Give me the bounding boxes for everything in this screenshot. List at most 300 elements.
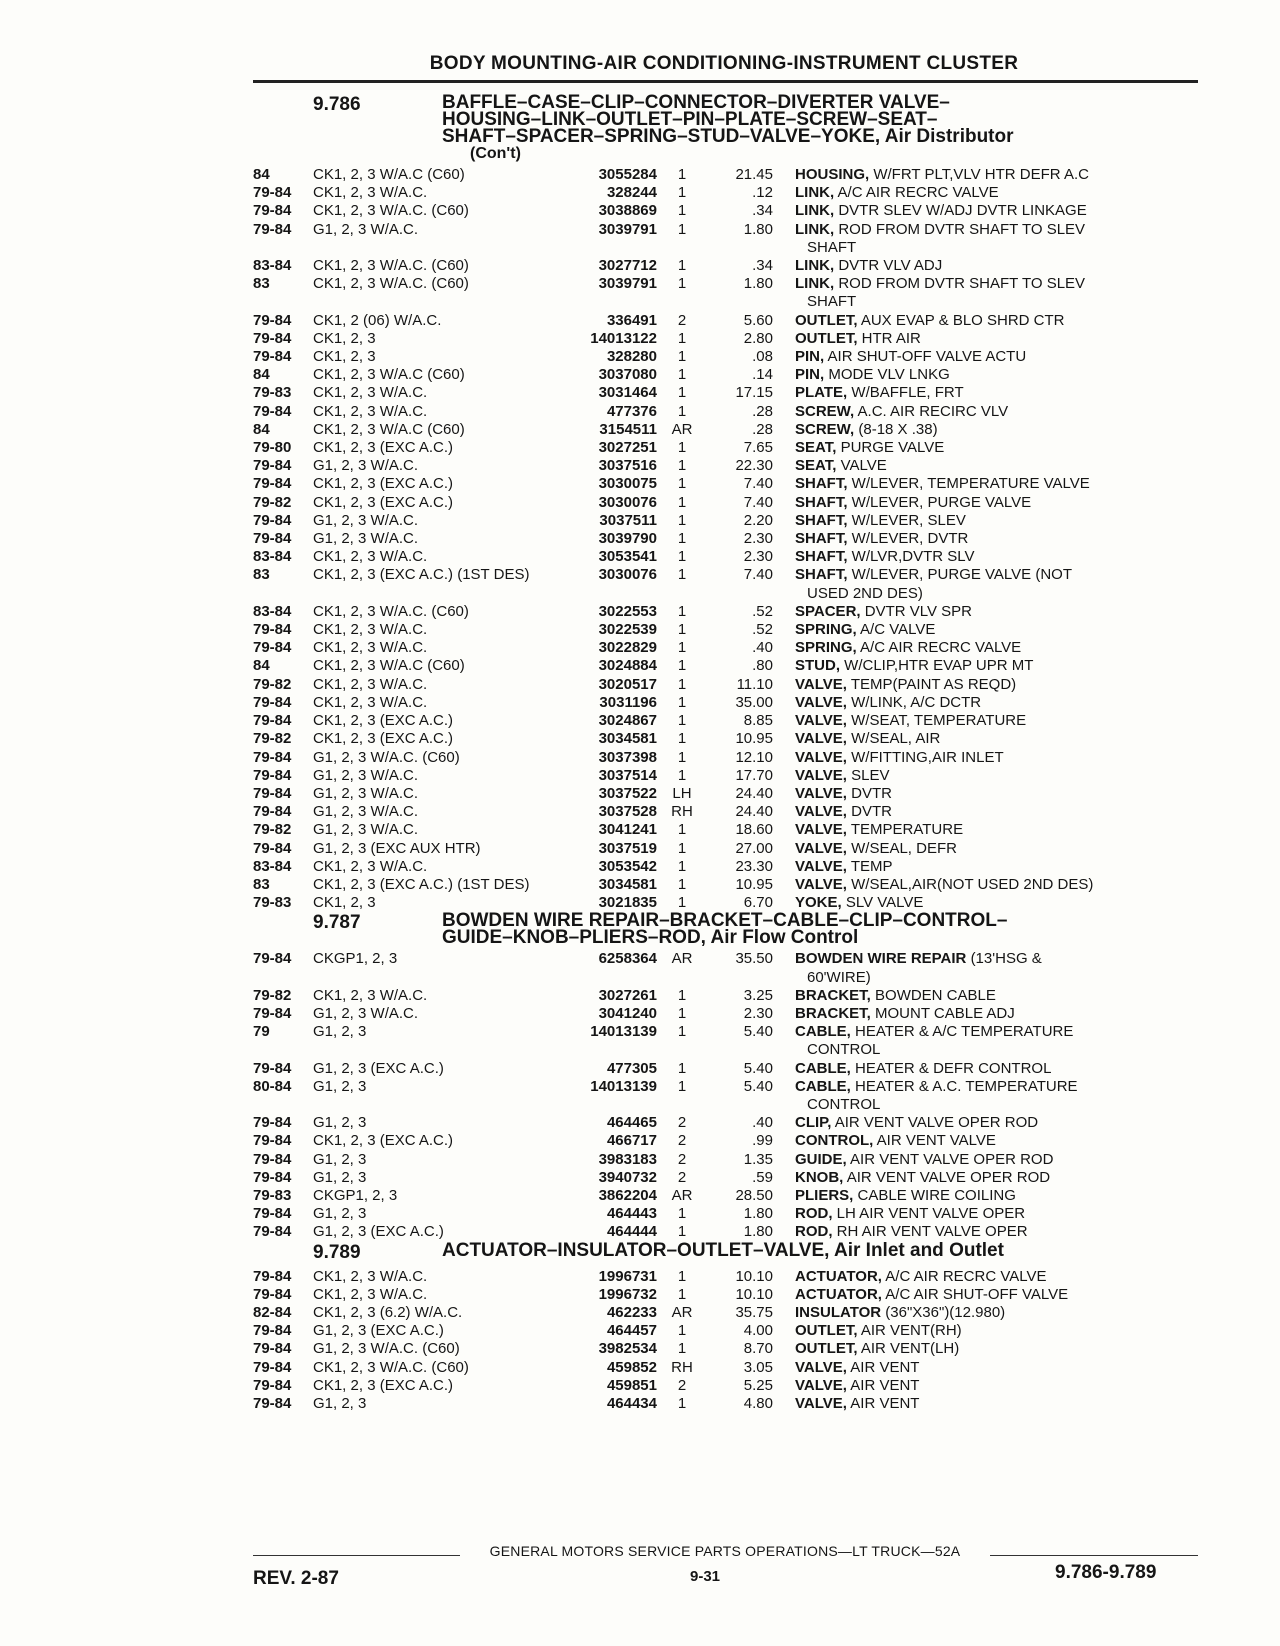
part-detail: W/FRT PLT,VLV HTR DEFR A.C [873,166,1089,183]
part-row [253,749,1198,767]
model-years: 79-83 [253,894,292,912]
part-description [773,950,1198,986]
price: 10.10 [735,1267,773,1285]
page-title: BODY MOUNTING-AIR CONDITIONING-INSTRUMENT CLUSTER [429,53,1019,74]
part-noun: SCREW, [795,402,855,420]
part-noun: KNOB, [795,1168,844,1186]
part-number: 3055284 [598,166,657,183]
price: .99 [752,1132,773,1150]
quantity: RH [671,803,693,821]
model-years: 83 [253,875,270,893]
part-description [773,184,1198,202]
part-noun: BOWDEN WIRE REPAIR [795,950,967,968]
part-number: 328244 [606,184,657,202]
part-detail: W/BAFFLE, FRT [851,384,964,402]
part-detail: DVTR VLV ADJ [838,257,943,275]
model-years: 79-84 [253,1340,292,1358]
price: 24.40 [735,803,773,821]
section-continuation: (Con't) [470,145,521,162]
part-number: 3030076 [598,566,657,584]
price: 1.80 [743,1223,773,1241]
part-description [773,876,1198,894]
price: 11.10 [736,675,773,693]
part-number: 3034581 [598,730,657,748]
part-detail-continued: SHAFT [807,238,857,256]
part-number: 1996732 [598,1285,657,1303]
part-noun: VALVE, [795,766,847,784]
price: 3.25 [743,986,773,1004]
part-row [253,950,1198,986]
part-detail: SLV VALVE [845,894,924,912]
part-description [773,803,1198,821]
section-title-line: HOUSING–LINK–OUTLET–PIN–PLATE–SCREW–SEAT– [442,109,938,130]
part-number: 6258364 [598,950,657,968]
part-row [253,712,1198,730]
price: 2.30 [743,1004,773,1022]
model-applicability: G1, 2, 3 W/A.C. [313,1004,419,1022]
part-number: 3037080 [598,366,657,384]
part-number: 3022829 [598,639,657,657]
part-row [253,639,1198,657]
model-applicability: CK1, 2, 3 W/A.C. [313,986,428,1004]
part-number: 3982534 [598,1340,657,1358]
quantity: 1 [677,220,687,238]
part-row [253,694,1198,712]
part-row [253,1151,1198,1169]
section-number: 9.786 [313,94,361,115]
part-noun: ROD, [795,1205,833,1223]
quantity: 1 [677,1340,687,1358]
part-noun: CONTROL, [795,1132,874,1150]
model-years: 79-84 [253,475,292,493]
part-noun: SPACER, [795,602,861,620]
part-description [773,694,1198,712]
part-noun: PLATE, [795,384,848,402]
part-detail: HEATER & DEFR CONTROL [855,1059,1052,1077]
model-years: 84 [253,366,270,384]
quantity: 1 [677,493,687,511]
part-detail: AIR VENT(RH) [860,1322,962,1340]
part-row [253,785,1198,803]
price: .28 [752,420,773,438]
model-applicability: CK1, 2, 3 (EXC A.C.) [313,439,454,457]
part-row [253,621,1198,639]
part-detail: TEMPERATURE [850,821,964,839]
part-detail: TEMP(PAINT AS REQD) [850,675,1017,693]
section-header [253,1239,1198,1264]
quantity: 1 [677,439,687,457]
quantity: 1 [677,693,687,711]
model-years: 79-84 [253,1267,292,1285]
model-applicability: G1, 2, 3 W/A.C. [313,511,419,529]
model-applicability: CK1, 2, 3 W/A.C. [313,693,428,711]
part-number: 459852 [606,1358,657,1376]
price: .12 [752,184,773,202]
model-applicability: G1, 2, 3 [313,1168,367,1186]
part-detail-continued: CONTROL [807,1095,881,1113]
model-applicability: CK1, 2, 3 (EXC A.C.) (1ST DES) [313,566,530,584]
section-range: 9.786-9.789 [1055,1562,1157,1583]
part-number: 3027261 [598,986,657,1004]
model-applicability: CK1, 2, 3 [313,348,376,366]
part-row [253,767,1198,785]
quantity: RH [671,1358,693,1376]
model-applicability: CK1, 2, 3 W/A.C. [313,402,428,420]
part-description [773,1169,1198,1187]
part-row [253,1268,1198,1286]
quantity: 1 [677,530,687,548]
part-row [253,1023,1198,1059]
part-noun: PIN, [795,348,825,366]
part-noun: PIN, [795,366,825,384]
model-applicability: CK1, 2, 3 W/A.C. (C60) [313,1358,469,1376]
part-detail: W/LEVER, DVTR [851,530,969,548]
model-applicability: CK1, 2, 3 (EXC A.C.) [313,730,454,748]
part-row [253,1060,1198,1078]
part-detail: A.C. AIR RECIRC VLV [857,402,1009,420]
part-description [773,166,1198,184]
part-detail: AIR VENT [850,1376,920,1394]
part-number: 14013139 [590,1023,657,1041]
footer-rule-left [253,1555,460,1556]
price: 17.70 [735,766,773,784]
price: 12.10 [735,748,773,766]
part-noun: OUTLET, [795,1322,858,1340]
quantity: 1 [677,639,687,657]
part-detail: W/LINK, A/C DCTR [851,693,982,711]
part-detail: ROD FROM DVTR SHAFT TO SLEV [838,220,1086,238]
model-applicability: CK1, 2, 3 W/A.C. (C60) [313,602,469,620]
model-applicability: G1, 2, 3 [313,1205,367,1223]
part-noun: SHAFT, [795,475,848,493]
quantity: 2 [677,1132,687,1150]
part-number: 3037522 [598,784,657,802]
part-number: 477376 [606,402,657,420]
part-noun: ACTUATOR, [795,1285,882,1303]
quantity: 1 [677,1223,687,1241]
part-row [253,548,1198,566]
part-number: 3031464 [598,384,657,402]
part-row [253,184,1198,202]
price: 17.15 [735,384,773,402]
model-applicability: CK1, 2, 3 W/A.C (C60) [313,166,465,183]
part-noun: VALVE, [795,857,847,875]
part-detail: HEATER & A.C. TEMPERATURE [855,1077,1078,1095]
model-years: 83-84 [253,857,292,875]
price: .14 [752,366,773,384]
model-years: 79-84 [253,748,292,766]
part-description [773,548,1198,566]
model-years: 79-84 [253,712,292,730]
part-detail: A/C AIR SHUT-OFF VALVE [885,1285,1069,1303]
part-noun: VALVE, [795,1376,847,1394]
part-description [773,330,1198,348]
quantity: 1 [677,1077,687,1095]
part-number: 3053542 [598,857,657,875]
part-row [253,803,1198,821]
part-noun: LINK, [795,257,835,275]
part-description [773,530,1198,548]
part-description [773,257,1198,275]
quantity: 1 [677,748,687,766]
part-description [773,712,1198,730]
part-number: 464444 [606,1223,657,1241]
part-description [773,1114,1198,1132]
model-years: 79-84 [253,202,292,220]
quantity: 2 [677,1376,687,1394]
model-years: 83-84 [253,602,292,620]
part-row [253,202,1198,220]
part-row [253,221,1198,257]
section-title-suffix: Air Inlet and Outlet [834,1239,1004,1261]
part-detail: TEMP [850,857,893,875]
quantity: 1 [677,1023,687,1041]
part-noun: VALVE, [795,730,847,748]
part-noun: PLIERS, [795,1186,854,1204]
part-number: 3940732 [598,1168,657,1186]
part-description [773,366,1198,384]
quantity: 1 [677,730,687,748]
part-description [773,1395,1198,1413]
part-detail: W/SEAL, AIR [851,730,941,748]
model-years: 79-84 [253,1376,292,1394]
price: 23.30 [735,857,773,875]
part-description [773,603,1198,621]
part-detail: AIR VENT VALVE OPER ROD [834,1114,1039,1132]
part-row [253,1187,1198,1205]
part-detail: VALVE [840,457,887,475]
footer-rule-right [990,1555,1198,1556]
quantity: 1 [677,857,687,875]
model-applicability: G1, 2, 3 W/A.C. [313,530,419,548]
price: .28 [752,402,773,420]
part-number: 462233 [606,1303,657,1321]
model-applicability: CK1, 2, 3 W/A.C. [313,184,428,202]
price: 10.10 [735,1285,773,1303]
part-number: 464465 [606,1114,657,1132]
quantity: 1 [677,821,687,839]
part-detail: W/FITTING,AIR INLET [851,748,1004,766]
model-applicability: G1, 2, 3 (EXC AUX HTR) [313,839,481,857]
part-noun: LINK, [795,220,835,238]
part-detail: RH AIR VENT VALVE OPER [836,1223,1028,1241]
part-noun: VALVE, [795,839,847,857]
part-noun: VALVE, [795,1395,847,1412]
quantity: AR [671,950,693,968]
part-detail: AIR VENT VALVE OPER ROD [846,1168,1051,1186]
part-row [253,275,1198,311]
part-row [253,1286,1198,1304]
part-noun: CABLE, [795,1023,851,1041]
part-noun: ACTUATOR, [795,1267,882,1285]
model-years: 84 [253,166,270,183]
part-detail: DVTR [851,784,892,802]
part-number: 3037519 [598,839,657,857]
part-noun: SHAFT, [795,548,848,566]
price: 10.95 [735,730,773,748]
part-detail: AIR VENT VALVE OPER ROD [850,1150,1054,1168]
part-row [253,840,1198,858]
quantity: 1 [677,548,687,566]
part-noun: LINK, [795,275,835,293]
part-row [253,421,1198,439]
part-detail: DVTR SLEV W/ADJ DVTR LINKAGE [838,202,1087,220]
part-number: 336491 [606,311,657,329]
model-years: 79-84 [253,1223,292,1241]
model-years: 79-84 [253,220,292,238]
model-applicability: G1, 2, 3 W/A.C. [313,766,419,784]
parts-catalog [253,94,1198,1413]
price: 10.95 [735,875,773,893]
part-number: 3027712 [598,257,657,275]
model-years: 83-84 [253,257,292,275]
price: 35.50 [735,950,773,968]
footer-publisher: GENERAL MOTORS SERVICE PARTS OPERATIONS—LT TRUCK—52A [489,1543,961,1559]
model-applicability: G1, 2, 3 W/A.C. [313,220,419,238]
quantity: 1 [677,602,687,620]
price: 28.50 [735,1186,773,1204]
part-number: 3039790 [598,530,657,548]
model-years: 79-84 [253,639,292,657]
section-title-line: BAFFLE–CASE–CLIP–CONNECTOR–DIVERTER VALVE– [442,92,950,113]
section-title-suffix: Air Flow Control [710,927,859,949]
part-number: 477305 [606,1059,657,1077]
section-title-line: ACTUATOR–INSULATOR–OUTLET–VALVE, [442,1239,830,1261]
part-detail-continued: 60'WIRE) [807,968,871,986]
price: 2.20 [743,511,773,529]
part-detail: BOWDEN CABLE [875,986,996,1004]
model-applicability: G1, 2, 3 W/A.C. [313,784,419,802]
part-row [253,876,1198,894]
model-years: 79-83 [253,384,292,402]
model-years: 79-84 [253,511,292,529]
part-noun: VALVE, [795,1358,847,1376]
section-title-line: GUIDE–KNOB–PLIERS–ROD, [442,927,706,949]
part-row [253,603,1198,621]
part-detail-continued: CONTROL [807,1041,881,1059]
quantity: 1 [677,566,687,584]
part-description [773,767,1198,785]
price: .08 [752,348,773,366]
part-description [773,475,1198,493]
section-title [433,910,1198,949]
quantity: 1 [677,657,687,675]
quantity: AR [671,420,693,438]
price: 2.80 [743,329,773,347]
part-description [773,384,1198,402]
part-detail: PURGE VALVE [840,439,945,457]
part-row [253,1132,1198,1150]
part-row [253,1078,1198,1114]
part-detail-continued: SHAFT [807,293,857,311]
part-number: 3027251 [598,439,657,457]
part-noun: VALVE, [795,748,847,766]
model-applicability: CK1, 2, 3 W/A.C (C60) [313,657,465,675]
part-row [253,384,1198,402]
part-row [253,530,1198,548]
section-title-line: SHAFT–SPACER–SPRING–STUD–VALVE–YOKE, [442,126,881,147]
part-noun: BRACKET, [795,986,871,1004]
part-detail: DVTR VLV SPR [864,602,972,620]
model-applicability: G1, 2, 3 [313,1150,367,1168]
model-years: 79-84 [253,457,292,475]
part-noun: GUIDE, [795,1150,847,1168]
part-row [253,858,1198,876]
model-applicability: G1, 2, 3 W/A.C. [313,821,419,839]
quantity: 2 [677,311,687,329]
part-detail-continued: USED 2ND DES) [807,584,923,602]
model-years: 79-84 [253,1168,292,1186]
part-noun: VALVE, [795,784,847,802]
part-noun: SHAFT, [795,511,848,529]
part-row [253,566,1198,602]
part-description [773,1187,1198,1205]
part-number: 3020517 [598,675,657,693]
part-number: 464457 [606,1322,657,1340]
part-detail: (13'HSG & [970,950,1042,968]
part-noun: VALVE, [795,712,847,730]
model-applicability: CK1, 2, 3 W/A.C. [313,675,428,693]
part-detail: (36"X36")(12.980) [885,1303,1006,1321]
part-description [773,858,1198,876]
header-rule [253,80,1198,83]
price: .34 [752,202,773,220]
part-row [253,257,1198,275]
part-number: 3983183 [598,1150,657,1168]
part-detail: W/LVR,DVTR SLV [851,548,975,566]
part-detail: AIR VENT [850,1395,920,1412]
model-years: 79-84 [253,329,292,347]
section-title-line: BOWDEN WIRE REPAIR–BRACKET–CABLE–CLIP–CONTROL– [442,910,1008,932]
part-row [253,1169,1198,1187]
model-years: 79-84 [253,803,292,821]
part-row [253,676,1198,694]
part-detail: A/C AIR RECRC VALVE [837,184,999,202]
model-years: 79-84 [253,311,292,329]
part-noun: INSULATOR [795,1303,882,1321]
price: .80 [752,657,773,675]
price: 6.70 [743,894,773,912]
quantity: 1 [677,839,687,857]
quantity: 1 [677,457,687,475]
part-detail: MODE VLV LNKG [828,366,950,384]
quantity: 1 [677,1004,687,1022]
model-years: 79-82 [253,986,292,1004]
quantity: 1 [677,402,687,420]
part-number: 1996731 [598,1267,657,1285]
part-noun: CLIP, [795,1114,832,1132]
quantity: 1 [677,202,687,220]
section-title [433,1239,1198,1264]
price: 3.05 [743,1358,773,1376]
part-row [253,312,1198,330]
quantity: 1 [677,1322,687,1340]
model-applicability: G1, 2, 3 (EXC A.C.) [313,1223,444,1241]
part-noun: VALVE, [795,821,847,839]
part-number: 464443 [606,1205,657,1223]
part-number: 459851 [606,1376,657,1394]
part-noun: ROD, [795,1223,833,1241]
part-detail: W/LEVER, PURGE VALVE [851,493,1032,511]
part-row [253,330,1198,348]
revision-label: REV. 2-87 [253,1568,339,1589]
model-applicability: CK1, 2, 3 W/A.C. [313,639,428,657]
part-description [773,348,1198,366]
part-row [253,457,1198,475]
price: 2.30 [743,548,773,566]
part-description [773,639,1198,657]
price: 5.25 [743,1376,773,1394]
